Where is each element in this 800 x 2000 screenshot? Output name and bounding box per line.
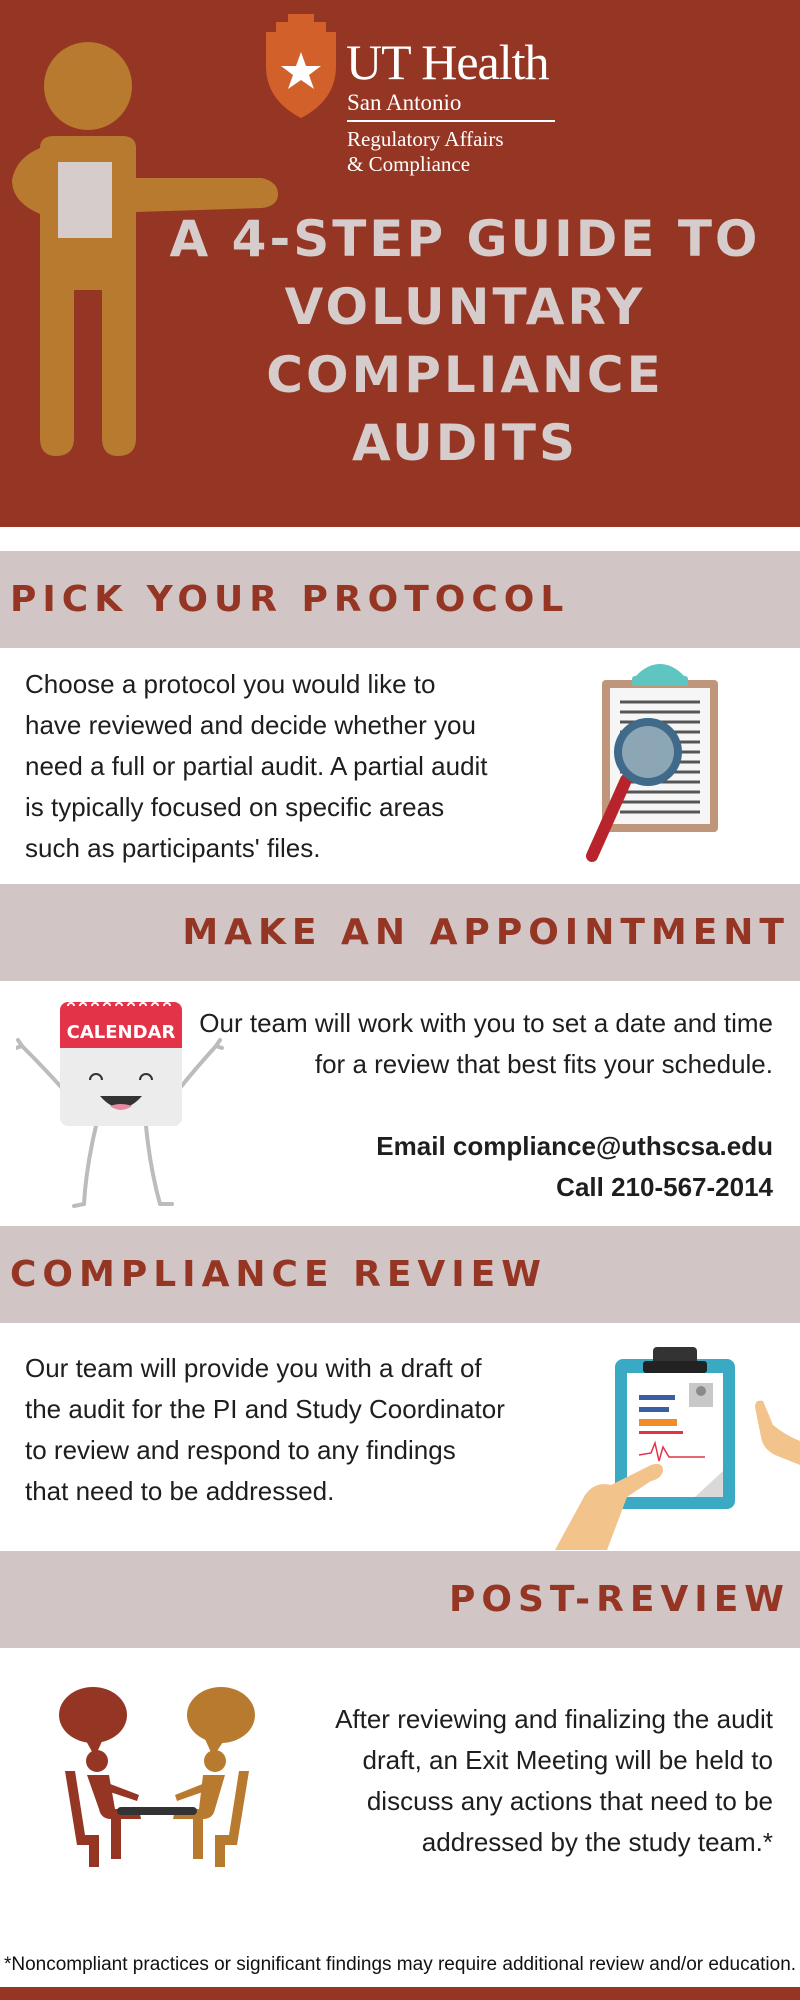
section-title: POST-REVIEW [449, 1579, 790, 1620]
header-banner [0, 0, 800, 527]
section-banner-post-review [0, 1551, 800, 1648]
section-body: Our team will work with you to set a date and time for a review that best fits your schedule. [199, 1008, 773, 1079]
section-body: After reviewing and finalizing the audit draft, an Exit Meeting will be held to discuss any actions that need to be addressed by the study team.* [335, 1704, 773, 1857]
brand-department [347, 127, 504, 177]
brand-name: UT Health [346, 34, 549, 90]
brand-divider [347, 120, 555, 122]
phone-contact[interactable]: Call 210-567-2014 [556, 1172, 773, 1202]
section-body: Choose a protocol you would like to have reviewed and decide whether you need a full or partial audit. A partial audit is typically focused on specific areas such as participants' files. [25, 669, 488, 863]
clipboard-hands-icon [555, 1345, 800, 1550]
bottom-bar [0, 1987, 800, 2000]
section-body: Our team will provide you with a draft of the audit for the PI and Study Coordinator to review and respond to any findings that need to be addressed. [25, 1353, 505, 1506]
section-banner-make-appointment [0, 884, 800, 981]
brand-department-line: Regulatory Affairs [347, 127, 504, 151]
section-title: COMPLIANCE REVIEW [10, 1254, 547, 1295]
calendar-character-icon [16, 998, 226, 1208]
page-title: A 4-STEP GUIDE TO VOLUNTARY COMPLIANCE AUDITS [169, 210, 761, 472]
section-title: MAKE AN APPOINTMENT [182, 912, 790, 953]
email-contact[interactable]: Email compliance@uthscsa.edu [376, 1131, 773, 1161]
clipboard-magnifier-icon [580, 660, 730, 865]
ut-health-shield-icon [264, 14, 338, 118]
brand-subtitle: San Antonio [347, 90, 462, 115]
meeting-people-icon [55, 1685, 260, 1875]
footnote: *Noncompliant practices or significant findings may require additional review and/or education. [3, 1954, 797, 1975]
brand-department-line: & Compliance [347, 152, 471, 176]
section-title: PICK YOUR PROTOCOL [10, 579, 570, 620]
calendar-label: CALENDAR [66, 1022, 176, 1043]
section-banner-pick-protocol [0, 551, 800, 648]
section-banner-compliance-review [0, 1226, 800, 1323]
